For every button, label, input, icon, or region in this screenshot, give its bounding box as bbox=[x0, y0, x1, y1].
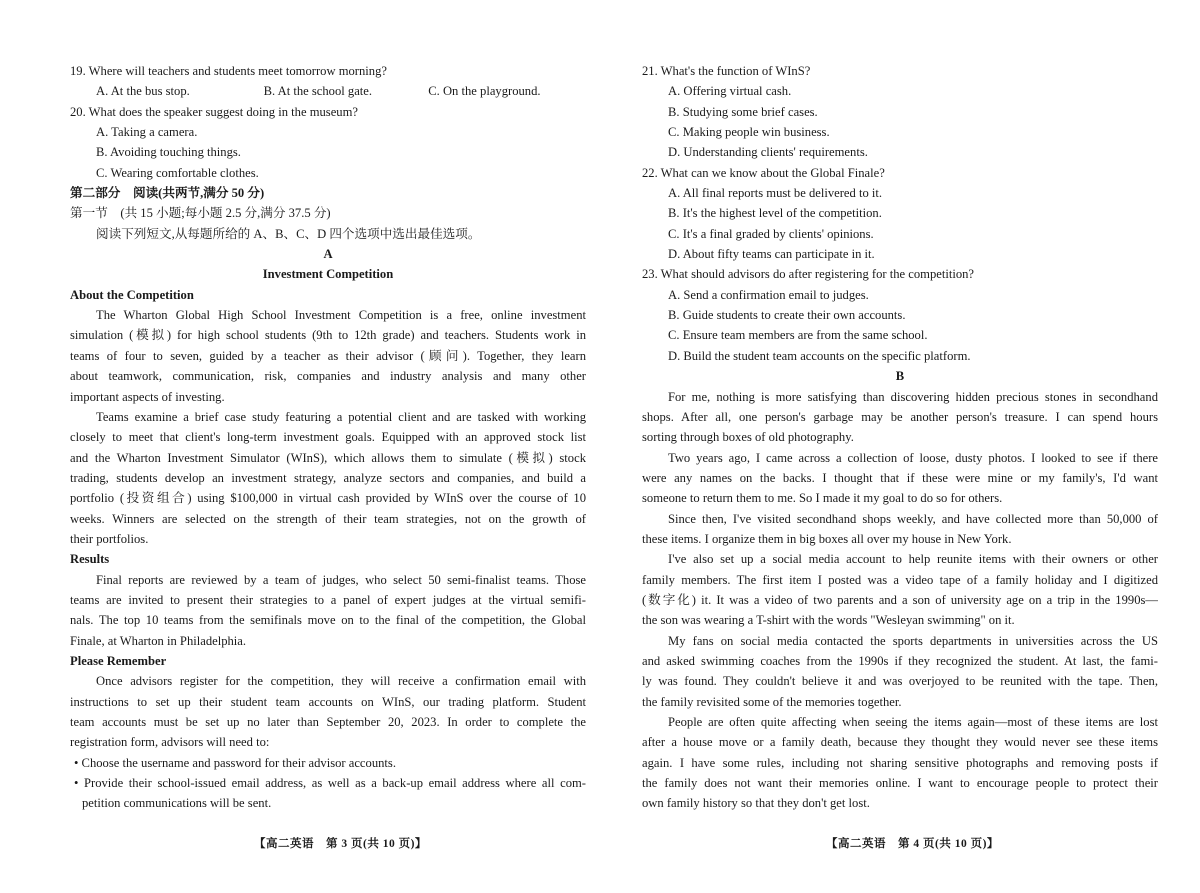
paragraph-line: family members. The first item I posted was a video tape of a family holiday and I digitized bbox=[642, 572, 1158, 587]
option: C. On the playground. bbox=[428, 84, 541, 99]
paragraph-line: trading, students develop an investment strategy, analyze sectors and companies, and build a bbox=[70, 470, 586, 485]
paragraph-line: nals. The top 10 teams from the semifinals move on to the final of the competition, the Global bbox=[70, 613, 586, 628]
page-footer-left: 【高二英语 第 3 页(共 10 页)】 bbox=[254, 838, 427, 850]
paragraph-line: and asked swimming coaches from the 1990s if they recognized the student. At last, the fami- bbox=[642, 653, 1158, 668]
paragraph bbox=[642, 387, 1158, 448]
paragraph-line: after a house move or a family death, because they thought they would never see these items bbox=[642, 735, 1158, 750]
option-line: D. About fifty teams can participate in it. bbox=[668, 247, 875, 262]
option-line: B. It's the highest level of the competition. bbox=[668, 206, 882, 221]
section-heading: Please Remember bbox=[70, 653, 167, 668]
paragraph-line: these items. I organize them in big boxes all over my house in New York. bbox=[642, 531, 1012, 546]
section-heading: About the Competition bbox=[70, 287, 194, 302]
right-column bbox=[642, 61, 1158, 814]
paragraph-line: were any names on the backs. I thought that if these were mine or my family's, I'd want bbox=[642, 470, 1158, 485]
bullet-line: • Choose the username and password for their advisor accounts. bbox=[74, 755, 396, 770]
paragraph-line: about teamwork, communication, risk, companies and industry analysis and many other bbox=[70, 369, 586, 384]
paragraph bbox=[70, 407, 586, 549]
paragraph-line: teams of four to seven, guided by a teacher as their advisor (顾问). Together, they learn bbox=[70, 348, 586, 363]
paragraph-line: Once advisors register for the competition, they will receive a confirmation email with bbox=[96, 674, 586, 689]
paragraph-line: Teams examine a brief case study featuring a potential client and are tasked with working bbox=[96, 409, 586, 424]
paragraph-line: closely to meet that client's long-term investment goals. Equipped with an approved stock list bbox=[70, 430, 586, 445]
paragraph-line: Finale, at Wharton in Philadelphia. bbox=[70, 633, 247, 648]
question-line: 21. What's the function of WInS? bbox=[642, 64, 811, 78]
question-line: 20. What does the speaker suggest doing in the museum? bbox=[70, 104, 358, 119]
paragraph bbox=[642, 509, 1158, 550]
paragraph bbox=[642, 549, 1158, 630]
option-line: D. Build the student team accounts on the specific platform. bbox=[668, 348, 971, 363]
section-heading: Results bbox=[70, 552, 110, 567]
paragraph-line: weeks. Winners are selected on the strength of their team strategies, not on the growth of bbox=[70, 511, 586, 526]
option-line: A. Taking a camera. bbox=[96, 125, 198, 140]
question-line: 第一节 (共 15 小题;每小题 2.5 分,满分 37.5 分) bbox=[70, 206, 331, 221]
paragraph-line: portfolio (投资组合) using $100,000 in virtual cash provided by WInS over the course of 10 bbox=[70, 491, 586, 506]
bullet-line: petition communications will be sent. bbox=[82, 796, 272, 811]
question-line: 19. Where will teachers and students meet tomorrow morning? bbox=[70, 64, 387, 78]
paragraph-line: sorting through boxes of old photography. bbox=[642, 430, 854, 445]
paragraph-line: Final reports are reviewed by a team of judges, who select 50 semi-finalist teams. Those bbox=[96, 572, 586, 587]
paragraph-line: (数字化) it. It was a video of two parents and a son of university age on a trip in the 1990s— bbox=[642, 592, 1158, 607]
paragraph-line: registration form, advisors will need to: bbox=[70, 735, 270, 750]
bullet-line: • Provide their school-issued email address, as well as a back-up email address where all com- bbox=[74, 776, 586, 791]
paragraph bbox=[70, 305, 586, 407]
option-line: C. Making people win business. bbox=[668, 125, 830, 140]
paragraph-line: teams are invited to present their strategies to a panel of expert judges at the virtual semifi- bbox=[70, 592, 586, 607]
paragraph-line: important aspects of investing. bbox=[70, 389, 225, 404]
paragraph bbox=[70, 570, 586, 651]
paragraph-line: Two years ago, I came across a collection of loose, dusty photos. I looked to see if there bbox=[668, 450, 1158, 465]
option: B. At the school gate. bbox=[263, 84, 373, 99]
left-column bbox=[70, 61, 586, 814]
paragraph-line: The Wharton Global High School Investment Competition is a free, online investment bbox=[96, 308, 586, 323]
option-line: A. All final reports must be delivered to it. bbox=[668, 186, 883, 201]
paragraph-line: the son was wearing a T-shirt with the words "Wesleyan swimming" on it. bbox=[642, 613, 1015, 628]
option-line: B. Studying some brief cases. bbox=[668, 104, 818, 119]
option-line: C. Wearing comfortable clothes. bbox=[96, 165, 259, 180]
paragraph-line: own family history so that they don't get lost. bbox=[642, 796, 870, 811]
paragraph-line: again. I have some rules, including not sharing sensitive photographs and removing posts if bbox=[642, 755, 1158, 770]
option-line: C. Ensure team members are from the same school. bbox=[668, 328, 928, 343]
page-footer-right: 【高二英语 第 4 页(共 10 页)】 bbox=[826, 838, 999, 850]
paragraph-line: My fans on social media contacted the sports departments in universities across the US bbox=[668, 633, 1158, 648]
paragraph-line: For me, nothing is more satisfying than discovering hidden precious stones in secondhand bbox=[668, 389, 1158, 404]
paragraph-line: instructions to set up their student team accounts on WInS, our trading platform. Student bbox=[70, 694, 586, 709]
options-row bbox=[70, 81, 586, 101]
paragraph-line: the family revisited some of the memories together. bbox=[642, 694, 902, 709]
option-line: B. Guide students to create their own accounts. bbox=[668, 308, 906, 323]
paragraph bbox=[642, 712, 1158, 814]
paragraph-line: someone to return them to me. So I made it my goal to do so for others. bbox=[642, 491, 1003, 506]
passage-title: B bbox=[895, 369, 905, 384]
section-heading: 第二部分 阅读(共两节,满分 50 分) bbox=[70, 186, 265, 201]
paragraph-line: team accounts must be set up no later than September 20, 2023. In order to complete the bbox=[70, 715, 586, 729]
paragraph-line: shops. After all, one person's garbage may be another person's treasure. I can spend hours bbox=[642, 409, 1158, 424]
paragraph-line: the family does not want their memories online. I want to encourage people to protect their bbox=[642, 776, 1158, 791]
option-line: A. Send a confirmation email to judges. bbox=[668, 287, 869, 302]
paragraph-line: and the Wharton Investment Simulator (WInS), which allows them to simulate (模拟) stock bbox=[70, 450, 586, 465]
paragraph-line: simulation (模拟) for high school students (9th to 12th grade) and teachers. Students work in bbox=[70, 328, 586, 343]
paragraph-line: People are often quite affecting when seeing the items again—most of these items are lost bbox=[668, 715, 1158, 729]
paragraph-line: Since then, I've visited secondhand shops weekly, and have collected more than 50,000 of bbox=[668, 511, 1158, 526]
passage-title: Investment Competition bbox=[262, 267, 394, 282]
paragraph bbox=[642, 448, 1158, 509]
paragraph-line: ly was found. They couldn't believe it and was overjoyed to be reunited with the tape. Then, bbox=[642, 674, 1158, 689]
option-line: C. It's a final graded by clients' opinions. bbox=[668, 226, 874, 241]
option: A. At the bus stop. bbox=[96, 84, 190, 99]
bullet-item bbox=[70, 753, 586, 773]
option-line: D. Understanding clients' requirements. bbox=[668, 145, 868, 160]
paragraph-line: I've also set up a social media account to help reunite items with their owners or other bbox=[668, 552, 1158, 567]
option-line: B. Avoiding touching things. bbox=[96, 145, 241, 160]
paragraph-line: their portfolios. bbox=[70, 531, 149, 546]
paragraph bbox=[642, 631, 1158, 712]
question-line: 22. What can we know about the Global Finale? bbox=[642, 165, 885, 180]
option-line: A. Offering virtual cash. bbox=[668, 84, 792, 99]
option-line: 阅读下列短文,从每题所给的 A、B、C、D 四个选项中选出最佳选项。 bbox=[96, 226, 481, 241]
question-line: 23. What should advisors do after registering for the competition? bbox=[642, 267, 975, 282]
bullet-item bbox=[70, 773, 586, 814]
paragraph bbox=[70, 671, 586, 752]
passage-title: A bbox=[323, 247, 333, 262]
